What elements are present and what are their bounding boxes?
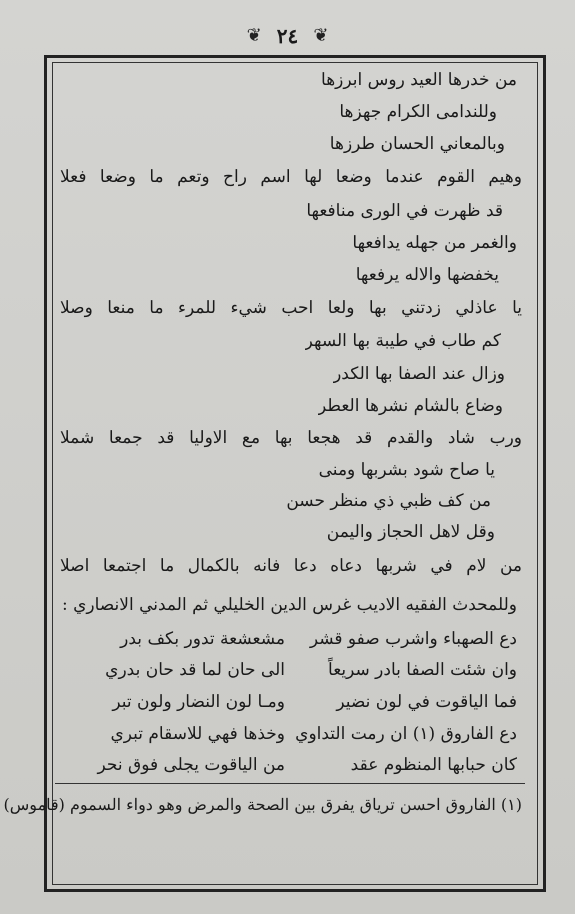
couplet-first-hemistich: دع الصهباء واشرب صفو قشر (309, 629, 517, 649)
couplet-first-hemistich: وان شئت الصفا بادر سريعاً (328, 660, 517, 680)
verse-line: من لام في شربها دعاه دعا فانه بالكمال ما اجتمعا اصلا (60, 556, 522, 576)
footnote-divider (55, 783, 525, 784)
couplet-first-hemistich: كان حبابها المنظوم عقد (350, 755, 517, 775)
verse-line: وللندامى الكرام جهزها (339, 102, 497, 122)
verse-line: قد ظهرت في الورى منافعها (306, 201, 503, 221)
verse-line: يا صاح شود بشربها ومنى (318, 460, 495, 480)
attribution-line: وللمحدث الفقيه الاديب غرس الدين الخليلي ثم المدني الانصاري : (62, 595, 517, 615)
verse-line: وقل لاهل الحجاز واليمن (326, 522, 495, 542)
couplet-second-hemistich: من الياقوت يجلى فوق نحر (97, 755, 285, 775)
couplet-second-hemistich: وخذها فهي للاسقام تبري (110, 724, 285, 744)
page-header (0, 22, 575, 50)
verse-line: وضاع بالشام نشرها العطر (318, 396, 503, 416)
verse-line: والغمر من جهله يدافعها (352, 233, 517, 253)
verse-line: من خدرها العيد روس ابرزها (321, 70, 517, 90)
verse-line: كم طاب في طيبة بها السهر (304, 331, 501, 351)
ornament-icon: ❦ (313, 25, 329, 46)
couplet-first-hemistich: فما الياقوت في لون نضير (336, 692, 517, 712)
couplet-second-hemistich: الى حان لما قد حان بدري (105, 660, 285, 680)
ornament-icon: ❦ (246, 25, 262, 46)
verse-line: وزال عند الصفا بها الكدر (333, 364, 505, 384)
couplet-second-hemistich: مشعشعة تدور بكف بدر (120, 629, 285, 649)
footnote: (١) الفاروق احسن ترياق يفرق بين الصحة والمرض وهو دواء السموم (قاموس) (3, 795, 522, 814)
couplet-second-hemistich: ومـا لون النضار ولون تبر (112, 692, 285, 712)
verse-line: من كف ظبي ذي منظر حسن (286, 491, 491, 511)
verse-line: وبالمعاني الحسان طرزها (329, 134, 505, 154)
verse-line: يخفضها والاله يرفعها (355, 265, 499, 285)
verse-line: ورب شاد والقدم قد هجعا بها مع الاوليا قد جمعا شملا (60, 428, 522, 448)
couplet-first-hemistich: دع الفاروق (١) ان رمت التداوي (295, 724, 517, 744)
page-number: ٢٤ (276, 24, 299, 48)
verse-line: وهيم القوم عندما وضعا لها اسم راح وتعم ما وضعا فعلا (60, 167, 522, 187)
verse-line: يا عاذلي زدتني بها ولعا احب شيء للمرء ما منعا وصلا (60, 298, 522, 318)
